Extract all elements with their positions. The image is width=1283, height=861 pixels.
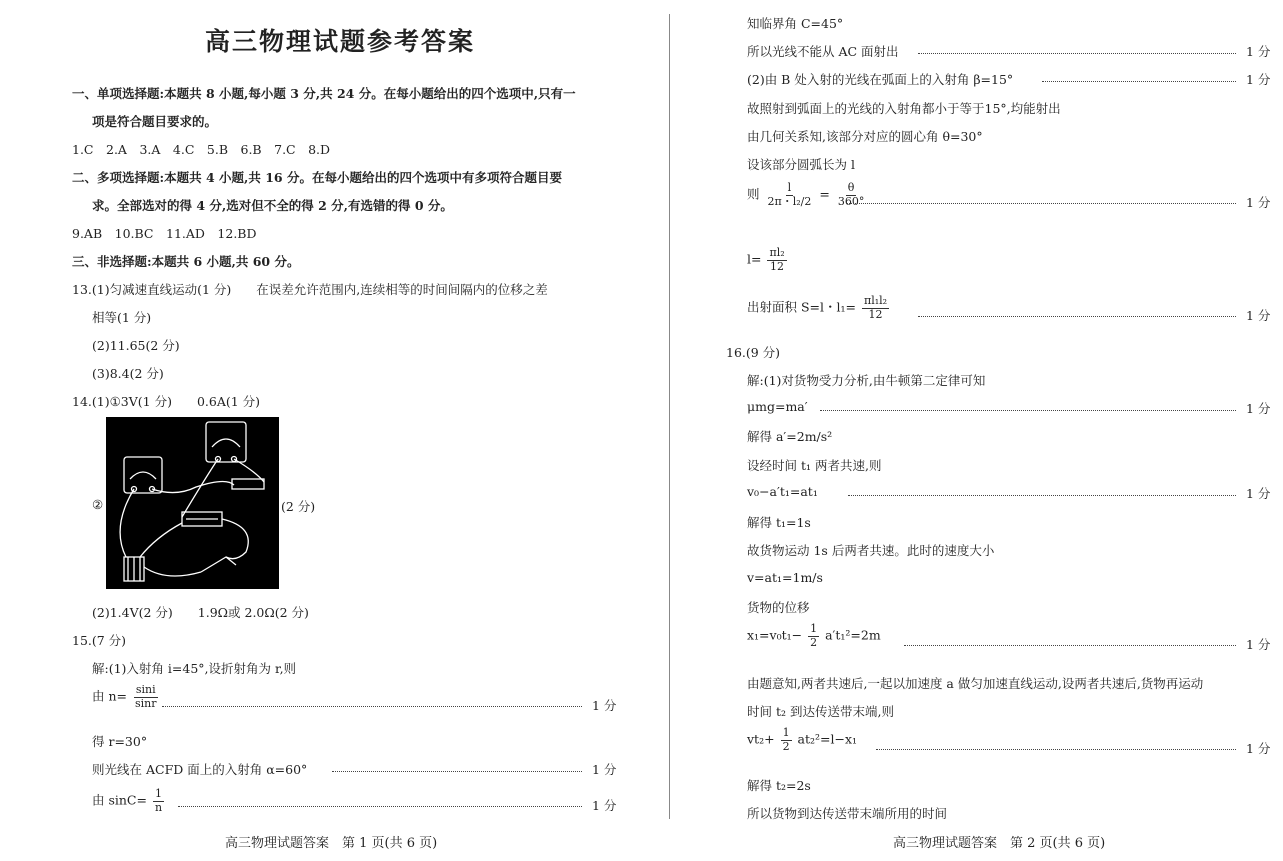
fraction-denominator: 2: [810, 635, 818, 649]
p2-line-8-prefix: l=: [747, 251, 762, 267]
circuit-diagram-image: [106, 417, 279, 589]
fraction-numerator: 1: [810, 622, 818, 635]
q16-line-3: 解得 a′=2m/s²: [747, 429, 833, 444]
score-label: 1 分: [592, 698, 617, 713]
arc-length-fraction: [767, 247, 786, 273]
q14-fig-suffix: (2 分): [281, 499, 316, 514]
p2-line-1: 知临界角 C=45°: [747, 16, 844, 31]
fraction-numerator: sini: [135, 683, 156, 696]
q15-line-2: [92, 684, 161, 710]
dot-leader: [846, 203, 1236, 204]
area-fraction: [862, 295, 889, 321]
q14-line-1: 14.(1)①3V(1 分) 0.6A(1 分): [72, 394, 261, 409]
switch-icon: [232, 479, 264, 489]
score-label: 1 分: [1246, 72, 1271, 87]
p2-line-6: 设该部分圆弧长为 l: [747, 157, 855, 172]
p2-line-9: [747, 295, 891, 321]
p2-line-4: 故照射到弧面上的光线的入射角都小于等于15°,均能射出: [747, 101, 1061, 116]
fraction-numerator: πl₂: [769, 246, 785, 259]
fraction-numerator: 1: [782, 726, 790, 739]
q13-line-4: (3)8.4(2 分): [92, 366, 164, 381]
fraction-denominator: 360°: [837, 194, 865, 208]
q16-line-2: μmg=ma′: [747, 399, 808, 414]
section-1-heading: 一、单项选择题:本题共 8 小题,每小题 3 分,共 24 分。在每小题给出的四个选项中,只有一: [72, 86, 576, 101]
q16-line-10: [747, 623, 881, 649]
q14-fig-prefix: ②: [92, 497, 104, 512]
q16-line-10-suffix: a′t₁²=2m: [825, 627, 881, 643]
p2-line-5: 由几何关系知,该部分对应的圆心角 θ=30°: [747, 129, 983, 144]
q16-line-12: 时间 t₂ 到达传送带末端,则: [747, 704, 894, 719]
half-fraction: [808, 623, 819, 649]
q16-line-7: 故货物运动 1s 后两者共速。此时的速度大小: [747, 543, 995, 558]
p2-line-7-prefix: 则: [747, 186, 760, 202]
section-2-answers: 9.AB 10.BC 11.AD 12.BD: [72, 226, 257, 241]
angle-ratio-fraction: [836, 182, 867, 208]
voltmeter-icon: [206, 422, 246, 462]
dot-leader: [178, 806, 582, 807]
page-divider: [669, 14, 670, 819]
score-label: 1 分: [1246, 308, 1271, 323]
q16-line-4: 设经时间 t₁ 两者共速,则: [747, 458, 882, 473]
q13-line-3: (2)11.65(2 分): [92, 338, 180, 353]
score-label: 1 分: [1246, 401, 1271, 416]
fraction-denominator: 12: [770, 259, 785, 273]
q15-line-5: [92, 788, 166, 814]
q16-line-15: 所以货物到达传送带末端所用的时间: [747, 806, 948, 821]
page-2-footer: 高三物理试题答案 第 2 页(共 6 页): [893, 836, 1106, 851]
score-label: 1 分: [592, 798, 617, 813]
q16-line-6: 解得 t₁=1s: [747, 515, 811, 530]
fraction-numerator: l: [787, 181, 792, 194]
dot-leader: [904, 645, 1236, 646]
q15-line-4: 则光线在 ACFD 面上的入射角 α=60°: [92, 762, 308, 777]
fraction-numerator: θ: [847, 181, 855, 194]
half-fraction: [781, 727, 792, 753]
fraction-denominator: 2π・l₂/2: [767, 194, 812, 208]
ammeter-icon: [124, 457, 162, 493]
dot-leader: [918, 53, 1236, 54]
page-1-footer: 高三物理试题答案 第 1 页(共 6 页): [225, 836, 438, 851]
dot-leader: [848, 495, 1236, 496]
q15-heading: 15.(7 分): [72, 633, 127, 648]
q16-line-11: 由题意知,两者共速后,一起以加速度 a 做匀加速直线运动,设两者共速后,货物再运动: [747, 676, 1204, 691]
q16-line-5: v₀−a′t₁=at₁: [747, 484, 818, 499]
fraction-denominator: 2: [782, 739, 790, 753]
section-1-answers: 1.C 2.A 3.A 4.C 5.B 6.B 7.C 8.D: [72, 142, 331, 157]
score-label: 1 分: [1246, 195, 1271, 210]
q16-line-13: [747, 727, 857, 753]
dot-leader: [918, 316, 1236, 317]
fraction-denominator: 12: [868, 307, 883, 321]
dot-leader: [162, 706, 582, 707]
key-switch-icon: [201, 557, 236, 572]
q16-line-9: 货物的位移: [747, 600, 810, 615]
page-title: 高三物理试题参考答案: [205, 27, 476, 56]
q16-heading: 16.(9 分): [726, 345, 781, 360]
dot-leader: [332, 771, 582, 772]
q16-line-10-prefix: x₁=v₀t₁−: [747, 627, 803, 643]
snell-fraction: [133, 684, 159, 710]
dot-leader: [1042, 81, 1236, 82]
p2-line-2: 所以光线不能从 AC 面射出: [747, 44, 899, 59]
q15-line-5-prefix: 由 sinC=: [92, 792, 147, 808]
p2-line-3: (2)由 B 处入射的光线在弧面上的入射角 β=15°: [747, 72, 1014, 87]
q14-line-2: (2)1.4V(2 分) 1.9Ω或 2.0Ω(2 分): [92, 605, 309, 620]
score-label: 1 分: [592, 762, 617, 777]
critical-angle-fraction: [153, 788, 164, 814]
q15-line-3: 得 r=30°: [92, 734, 148, 749]
fraction-numerator: 1: [155, 787, 163, 800]
dot-leader: [876, 749, 1236, 750]
p2-line-7: [747, 182, 868, 208]
section-2-heading-cont: 求。全部选对的得 4 分,选对但不全的得 2 分,有选错的得 0 分。: [92, 198, 453, 213]
q16-line-13-suffix: at₂²=l−x₁: [797, 731, 858, 747]
section-2-heading: 二、多项选择题:本题共 4 小题,共 16 分。在每小题给出的四个选项中有多项符合题目要: [72, 170, 562, 185]
fraction-denominator: n: [154, 800, 163, 814]
p2-line-9-prefix: 出射面积 S=l・l₁=: [747, 299, 856, 315]
q13-line-1: 13.(1)匀减速直线运动(1 分) 在误差允许范围内,连续相等的时间间隔内的位移之差: [72, 282, 548, 297]
p2-line-8: [747, 247, 789, 273]
fraction-numerator: πl₁l₂: [863, 294, 888, 307]
arc-ratio-fraction: [766, 182, 814, 208]
q15-line-2-prefix: 由 n=: [92, 688, 127, 704]
section-1-heading-cont: 项是符合题目要求的。: [92, 114, 218, 129]
score-label: 1 分: [1246, 486, 1271, 501]
equals-sign: =: [819, 186, 830, 202]
score-label: 1 分: [1246, 637, 1271, 652]
score-label: 1 分: [1246, 741, 1271, 756]
q13-line-2: 相等(1 分): [92, 310, 152, 325]
meter-scale-icon: [212, 439, 240, 447]
q15-line-1: 解:(1)入射角 i=45°,设折射角为 r,则: [92, 661, 297, 676]
q16-line-14: 解得 t₂=2s: [747, 778, 811, 793]
section-3-heading: 三、非选择题:本题共 6 小题,共 60 分。: [72, 254, 300, 269]
q16-line-13-prefix: vt₂+: [747, 731, 775, 747]
score-label: 1 分: [1246, 44, 1271, 59]
q16-line-8: v=at₁=1m/s: [747, 570, 823, 585]
dot-leader: [820, 410, 1236, 411]
q16-line-1: 解:(1)对货物受力分析,由牛顿第二定律可知: [747, 373, 986, 388]
fraction-denominator: sinr: [134, 696, 157, 710]
